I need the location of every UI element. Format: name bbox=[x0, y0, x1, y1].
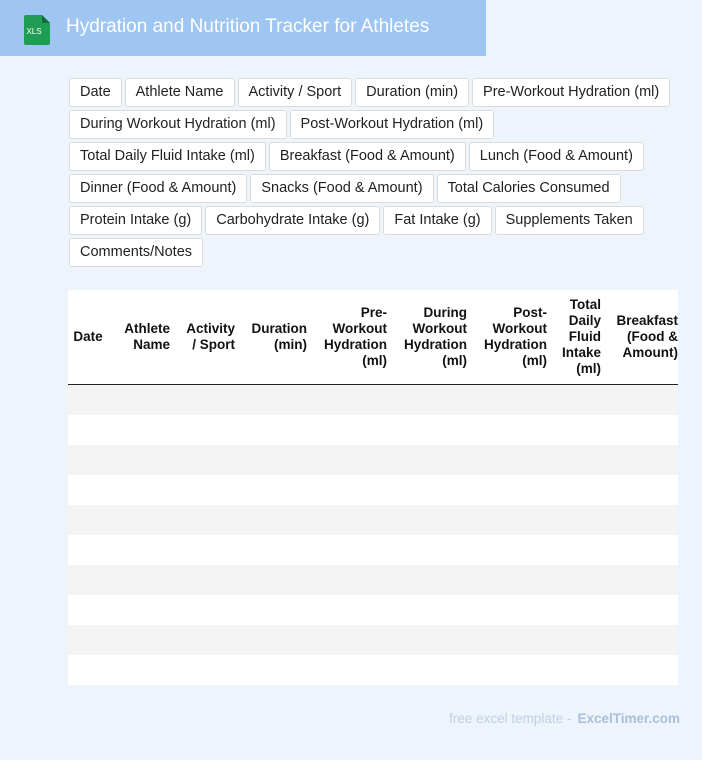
field-chip: Total Daily Fluid Intake (ml) bbox=[69, 142, 266, 171]
table-cell[interactable] bbox=[108, 385, 170, 415]
column-header bbox=[108, 290, 170, 384]
table-cell[interactable] bbox=[547, 445, 601, 475]
table-cell[interactable] bbox=[307, 535, 387, 565]
table-cell[interactable] bbox=[601, 565, 678, 595]
table-cell[interactable] bbox=[387, 385, 467, 415]
column-header-line: Total bbox=[569, 297, 601, 312]
table-cell[interactable] bbox=[547, 535, 601, 565]
table-cell[interactable] bbox=[235, 415, 307, 445]
column-header-line: Hydration bbox=[483, 337, 547, 352]
table-cell[interactable] bbox=[170, 595, 235, 625]
column-header-line: (ml) bbox=[362, 353, 387, 368]
table-cell[interactable] bbox=[68, 625, 108, 655]
field-chip: Snacks (Food & Amount) bbox=[250, 174, 433, 203]
column-header bbox=[387, 290, 467, 384]
table-cell[interactable] bbox=[547, 475, 601, 505]
table-cell[interactable] bbox=[108, 595, 170, 625]
column-header-line: Hydration bbox=[403, 337, 467, 352]
table-cell[interactable] bbox=[68, 445, 108, 475]
table-row[interactable] bbox=[68, 445, 678, 475]
table-cell[interactable] bbox=[235, 385, 307, 415]
field-chip: Activity / Sport bbox=[238, 78, 353, 107]
table-cell[interactable] bbox=[68, 505, 108, 535]
table-cell[interactable] bbox=[467, 385, 547, 415]
table-cell[interactable] bbox=[307, 595, 387, 625]
table-cell[interactable] bbox=[547, 655, 601, 685]
table-cell[interactable] bbox=[601, 505, 678, 535]
table-row[interactable] bbox=[68, 505, 678, 535]
table-cell[interactable] bbox=[467, 415, 547, 445]
column-header bbox=[68, 290, 108, 384]
column-header-line: Hydration bbox=[323, 337, 387, 352]
table-cell[interactable] bbox=[235, 445, 307, 475]
column-header-line: Athlete bbox=[124, 321, 170, 336]
table-cell[interactable] bbox=[387, 475, 467, 505]
table-cell[interactable] bbox=[235, 625, 307, 655]
column-header bbox=[307, 290, 387, 384]
column-header bbox=[170, 290, 235, 384]
table-row[interactable] bbox=[68, 595, 678, 625]
table-cell[interactable] bbox=[170, 415, 235, 445]
table-cell[interactable] bbox=[68, 535, 108, 565]
table-cell[interactable] bbox=[170, 625, 235, 655]
table-cell[interactable] bbox=[235, 565, 307, 595]
table-row[interactable] bbox=[68, 565, 678, 595]
table-cell[interactable] bbox=[467, 565, 547, 595]
column-header-line: Workout bbox=[412, 321, 467, 336]
table-cell[interactable] bbox=[307, 505, 387, 535]
column-header-line: Activity bbox=[186, 321, 235, 336]
table-cell[interactable] bbox=[68, 655, 108, 685]
table-cell[interactable] bbox=[547, 385, 601, 415]
field-chip: Breakfast (Food & Amount) bbox=[269, 142, 466, 171]
table-cell[interactable] bbox=[170, 445, 235, 475]
field-chip: Fat Intake (g) bbox=[383, 206, 491, 235]
field-chip: Duration (min) bbox=[355, 78, 469, 107]
column-header-line: During bbox=[423, 305, 467, 320]
table-cell[interactable] bbox=[307, 625, 387, 655]
field-chip: Dinner (Food & Amount) bbox=[69, 174, 247, 203]
field-chip: Supplements Taken bbox=[495, 206, 644, 235]
table-cell[interactable] bbox=[170, 535, 235, 565]
column-header-line: (ml) bbox=[522, 353, 547, 368]
table-cell[interactable] bbox=[170, 385, 235, 415]
table-cell[interactable] bbox=[307, 445, 387, 475]
excel-file-icon bbox=[22, 13, 52, 45]
table-cell[interactable] bbox=[467, 505, 547, 535]
field-chip: Protein Intake (g) bbox=[69, 206, 202, 235]
table-cell[interactable] bbox=[547, 505, 601, 535]
column-header-line: Pre- bbox=[360, 305, 387, 320]
table-cell[interactable] bbox=[170, 475, 235, 505]
table-cell[interactable] bbox=[68, 385, 108, 415]
field-chip: Comments/Notes bbox=[69, 238, 203, 267]
table-cell[interactable] bbox=[601, 535, 678, 565]
column-header bbox=[547, 290, 601, 384]
column-header bbox=[235, 290, 307, 384]
table-cell[interactable] bbox=[307, 475, 387, 505]
table-cell[interactable] bbox=[235, 535, 307, 565]
field-list bbox=[69, 78, 689, 267]
table-cell[interactable] bbox=[601, 415, 678, 445]
table-cell[interactable] bbox=[387, 505, 467, 535]
column-header-line: Workout bbox=[492, 321, 547, 336]
footer-brand-link[interactable]: ExcelTimer.com bbox=[577, 711, 680, 726]
field-chip: Athlete Name bbox=[125, 78, 235, 107]
table-cell[interactable] bbox=[235, 505, 307, 535]
table-cell[interactable] bbox=[307, 385, 387, 415]
column-header bbox=[467, 290, 547, 384]
tracker-table bbox=[68, 290, 678, 685]
table-cell[interactable] bbox=[387, 415, 467, 445]
table-cell[interactable] bbox=[387, 655, 467, 685]
column-header-line: (ml) bbox=[576, 361, 601, 376]
table-cell[interactable] bbox=[601, 385, 678, 415]
title-bar bbox=[0, 0, 486, 56]
table-row[interactable] bbox=[68, 385, 678, 415]
table-row[interactable] bbox=[68, 415, 678, 445]
table-cell[interactable] bbox=[307, 565, 387, 595]
table-cell[interactable] bbox=[108, 625, 170, 655]
column-header-line: Name bbox=[133, 337, 170, 352]
table-cell[interactable] bbox=[547, 415, 601, 445]
column-header-line: Duration bbox=[251, 321, 307, 336]
table-cell[interactable] bbox=[108, 535, 170, 565]
table-cell[interactable] bbox=[170, 565, 235, 595]
table-cell[interactable] bbox=[601, 475, 678, 505]
table-row[interactable] bbox=[68, 625, 678, 655]
table-cell[interactable] bbox=[467, 445, 547, 475]
table-cell[interactable] bbox=[547, 595, 601, 625]
table-header bbox=[68, 290, 678, 385]
table-cell[interactable] bbox=[108, 565, 170, 595]
table-cell[interactable] bbox=[68, 595, 108, 625]
table-cell[interactable] bbox=[601, 445, 678, 475]
table-cell[interactable] bbox=[108, 655, 170, 685]
table-cell[interactable] bbox=[108, 415, 170, 445]
table-cell[interactable] bbox=[108, 475, 170, 505]
column-header-line: Fluid bbox=[568, 329, 601, 344]
table-cell[interactable] bbox=[387, 625, 467, 655]
table-cell[interactable] bbox=[547, 565, 601, 595]
page-title: Hydration and Nutrition Tracker for Athletes bbox=[66, 16, 430, 37]
field-chip: Lunch (Food & Amount) bbox=[469, 142, 644, 171]
column-header-line: (Food & bbox=[627, 329, 678, 344]
icon-label: XLS bbox=[26, 27, 42, 36]
table-cell[interactable] bbox=[235, 475, 307, 505]
table-cell[interactable] bbox=[170, 655, 235, 685]
column-header-line: Breakfast bbox=[616, 313, 678, 328]
table-cell[interactable] bbox=[467, 475, 547, 505]
table-cell[interactable] bbox=[68, 415, 108, 445]
column-header-line: / Sport bbox=[192, 337, 235, 352]
field-chip: Total Calories Consumed bbox=[437, 174, 621, 203]
column-header-line: Amount) bbox=[622, 345, 678, 360]
table-cell[interactable] bbox=[387, 535, 467, 565]
table-row[interactable] bbox=[68, 475, 678, 505]
table-cell[interactable] bbox=[170, 505, 235, 535]
column-header-line: Date bbox=[73, 329, 103, 344]
column-header-line: Workout bbox=[332, 321, 387, 336]
column-header-line: (min) bbox=[274, 337, 307, 352]
table-cell[interactable] bbox=[108, 445, 170, 475]
table-cell[interactable] bbox=[68, 475, 108, 505]
footer-text: free excel template - bbox=[449, 711, 572, 726]
column-header-line: Intake bbox=[561, 345, 601, 360]
table-cell[interactable] bbox=[467, 625, 547, 655]
field-chip: Carbohydrate Intake (g) bbox=[205, 206, 380, 235]
table-cell[interactable] bbox=[68, 565, 108, 595]
table-cell[interactable] bbox=[387, 565, 467, 595]
table-cell[interactable] bbox=[387, 595, 467, 625]
field-chip: During Workout Hydration (ml) bbox=[69, 110, 287, 139]
table-row[interactable] bbox=[68, 655, 678, 685]
table-cell[interactable] bbox=[387, 445, 467, 475]
column-header-line: (ml) bbox=[442, 353, 467, 368]
column-header-line: Post- bbox=[513, 305, 547, 320]
table-cell[interactable] bbox=[235, 595, 307, 625]
table-cell[interactable] bbox=[467, 535, 547, 565]
table-row[interactable] bbox=[68, 535, 678, 565]
table-cell[interactable] bbox=[467, 595, 547, 625]
field-chip: Date bbox=[69, 78, 122, 107]
table-cell[interactable] bbox=[601, 595, 678, 625]
table-cell[interactable] bbox=[601, 655, 678, 685]
footer bbox=[449, 711, 680, 726]
table-cell[interactable] bbox=[467, 655, 547, 685]
table-cell[interactable] bbox=[235, 655, 307, 685]
table-cell[interactable] bbox=[547, 625, 601, 655]
field-chip: Post-Workout Hydration (ml) bbox=[290, 110, 495, 139]
table-cell[interactable] bbox=[601, 625, 678, 655]
field-chip: Pre-Workout Hydration (ml) bbox=[472, 78, 670, 107]
table-cell[interactable] bbox=[307, 415, 387, 445]
column-header-line: Daily bbox=[568, 313, 601, 328]
table-cell[interactable] bbox=[307, 655, 387, 685]
table-cell[interactable] bbox=[108, 505, 170, 535]
column-header bbox=[601, 290, 678, 384]
